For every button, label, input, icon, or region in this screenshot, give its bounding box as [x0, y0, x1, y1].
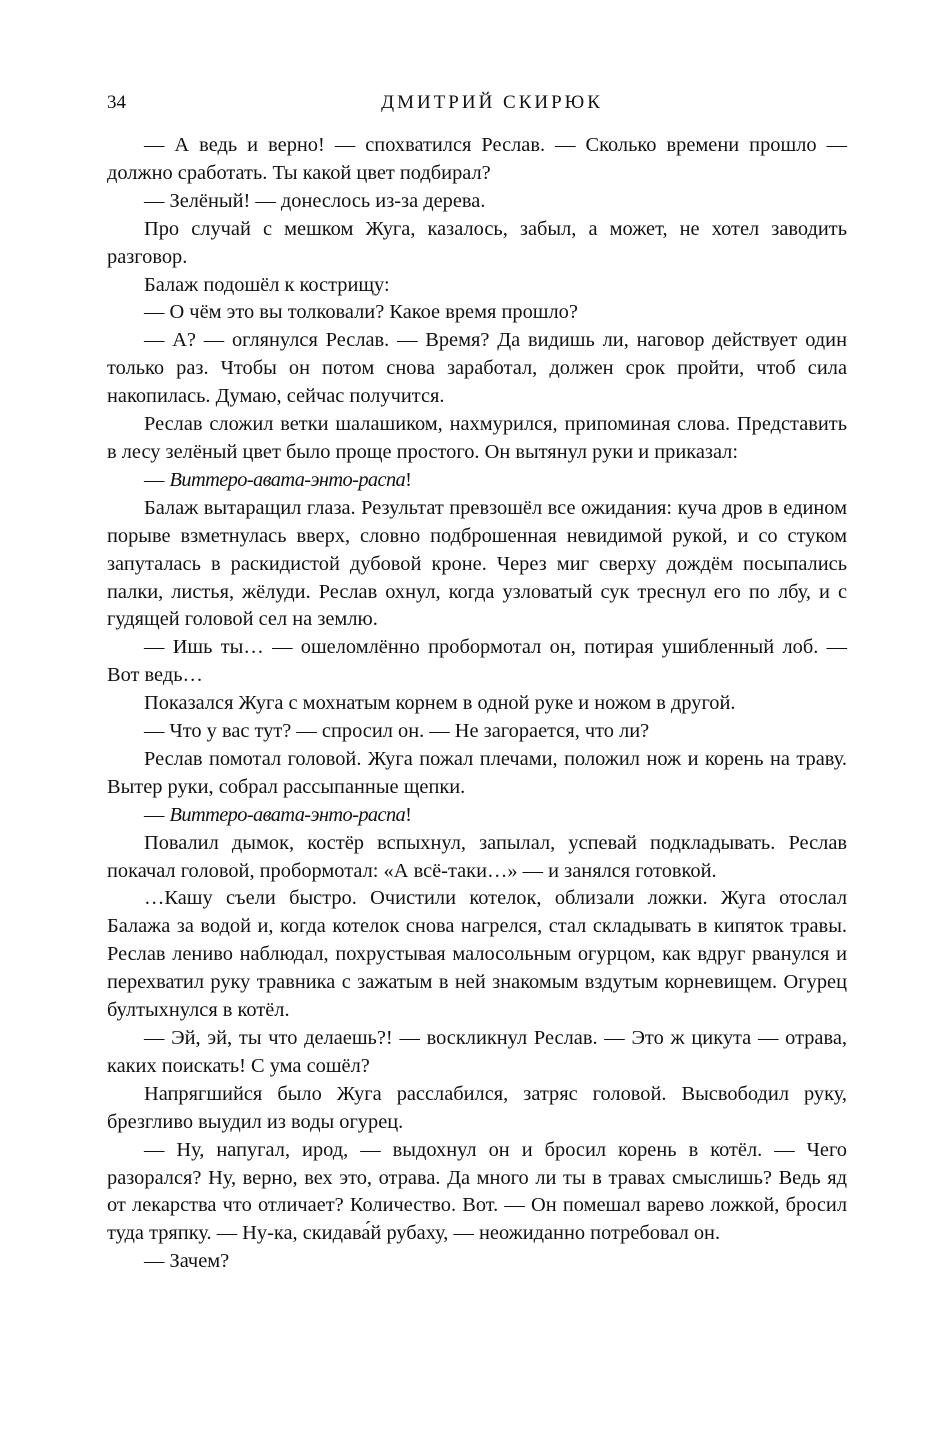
- incantation-text: Виттеро-авата-энто-распа: [169, 468, 406, 491]
- paragraph: — А? — оглянулся Реслав. — Время? Да видишь ли, наговор действует один только раз. Чтобы он потом снова заработал, должен срок пройти, чтоб сила накопилась. Думаю, сейчас получится.: [107, 329, 847, 408]
- paragraph: Повалил дымок, костёр вспыхнул, запылал, успевай подкладывать. Реслав покачал головой, пробормотал: «А всё-таки…» — и занялся готовкой.: [107, 831, 847, 882]
- running-head: [107, 88, 847, 118]
- paragraph: — Зелёный! — донеслось из-за дерева.: [144, 189, 486, 212]
- paragraph: — О чём это вы толковали? Какое время прошло?: [144, 301, 578, 324]
- paragraph: Балаж подошёл к кострищу:: [144, 273, 390, 296]
- paragraph: Напрягшийся было Жуга расслабился, затряс головой. Высвободил руку, брезгливо выудил из воды огурец.: [107, 1082, 847, 1133]
- dialogue-dash: —: [144, 468, 170, 491]
- paragraph: Реслав сложил ветки шалашиком, нахмурился, припоминая слова. Представить в лесу зелёный цвет было проще простого. Он вытянул руки и приказал:: [107, 413, 847, 463]
- incantation-text: Виттеро-авата-энто-распа: [169, 803, 406, 826]
- paragraph: — А ведь и верно! — спохватился Реслав. — Сколько времени прошло — должно сработать. Ты какой цвет подбирал?: [107, 134, 847, 184]
- incantation-paragraph: [107, 467, 847, 495]
- paragraph: Реслав помотал головой. Жуга пожал плечами, положил нож и корень на траву. Вытер руки, собрал рассыпанные щепки.: [107, 747, 847, 798]
- paragraph: Про случай с мешком Жуга, казалось, забыл, а может, не хотел заводить разговор.: [107, 217, 847, 268]
- book-author: ДМИТРИЙ СКИРЮК: [381, 92, 603, 113]
- page-number: 34: [107, 92, 126, 113]
- dialogue-dash: —: [144, 803, 170, 826]
- exclamation: !: [405, 468, 412, 491]
- paragraph: — Эй, эй, ты что делаешь?! — воскликнул Реслав. — Это ж цикута — отрава, каких поискать! С ума сошёл?: [107, 1027, 847, 1077]
- paragraph: Показался Жуга с мохнатым корнем в одной руке и ножом в другой.: [144, 692, 736, 715]
- book-page: [107, 88, 847, 1388]
- incantation-paragraph: [107, 802, 847, 830]
- paragraph: — Ну, напугал, ирод, — выдохнул он и бросил корень в котёл. — Чего разорался? Ну, верно, вех это, отрава. Да много ли ты в травах смыслишь? Ведь яд от лекарства что отличает? Количество. Вот. — Он помешал варево ложкой, бросил туда тряпку. — Ну-ка, скидава́й рубаху, — неожиданно потребовал он.: [107, 1138, 847, 1245]
- paragraph: — Что у вас тут? — спросил он. — Не загорается, что ли?: [144, 720, 650, 743]
- exclamation: !: [405, 803, 412, 826]
- paragraph: — Зачем?: [144, 1250, 230, 1273]
- text-body: [107, 132, 847, 1276]
- paragraph: Балаж вытаращил глаза. Результат превзошёл все ожидания: куча дров в едином порыве взметнулась вверх, словно подброшенная невидимой рукой, и со стуком запуталась в раскидистой дубовой кроне. Через миг сверху дождём посыпались палки, листья, жёлуди. Реслав охнул, когда узловатый сук треснул его по лбу, и с гудящей головой сел на землю.: [107, 496, 847, 631]
- paragraph: …Кашу съели быстро. Очистили котелок, облизали ложки. Жуга отослал Балажа за водой и, когда котелок снова нагрелся, стал складывать в кипяток травы. Реслав лениво наблюдал, похрустывая малосольным огурцом, как вдруг рванулся и перехватил руку травника с зажатым в ней знакомым вздутым корневищем. Огурец бултыхнулся в котёл.: [107, 887, 847, 1022]
- paragraph: — Ишь ты… — ошеломлённо пробормотал он, потирая ушибленный лоб. — Вот ведь…: [107, 636, 847, 687]
